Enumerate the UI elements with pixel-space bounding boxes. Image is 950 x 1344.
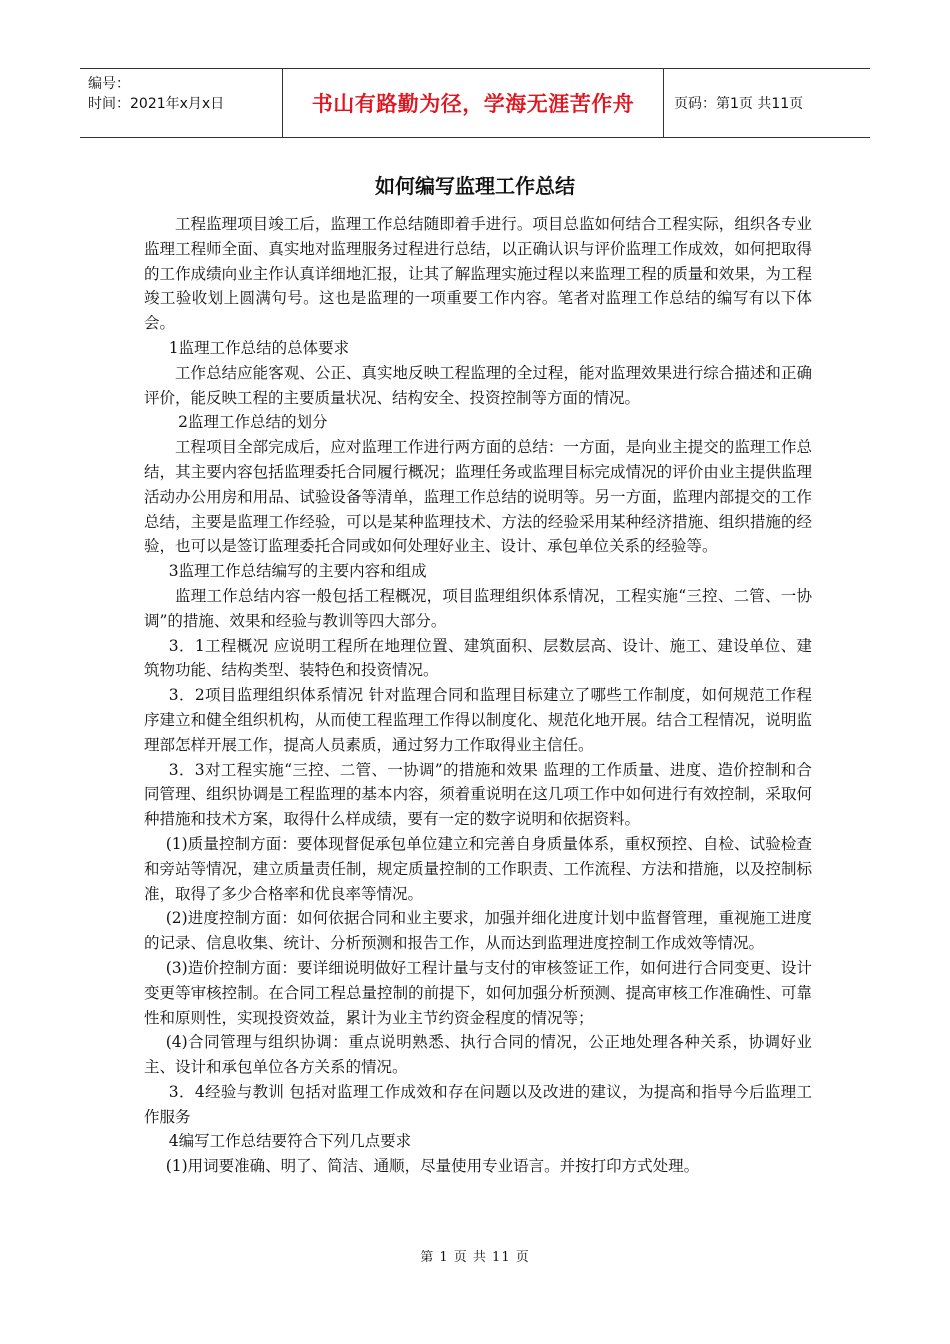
subsection-3-2: 3．2项目监理组织体系情况 针对监理合同和监理目标建立了哪些工作制度，如何规范工作程序建立和健全组织机构，从而使工程监理工作得以制度化、规范化地开展。结合工程情况，说明监理部怎样开展工作，提高人员素质，通过努力工作取得业主信任。 [144,686,812,754]
paragraph: 监理工作总结内容一般包括工程概况，项目监理组织体系情况，工程实施“三控、二管、一协调”的措施、效果和经验与教训等四大部分。 [144,586,812,630]
document-body [144,212,812,1179]
header-page-cell [664,69,870,137]
list-item-cost: (3)造价控制方面：要详细说明做好工程计量与支付的审核签证工作，如何进行合同变更、设计变更等审核控制。在合同工程总量控制的前提下，如何加强分析预测、提高审核工作准确性、可靠性和原则性，实现投资效益，累计为业主节约资金程度的情况等； [144,958,812,1027]
document-time-label: 时间：2021年x月x日 [88,96,225,112]
header-page-info: 页码：第1页 共11页 [674,96,804,112]
header-table [80,68,870,138]
paragraph-intro: 工程监理项目竣工后，监理工作总结随即着手进行。项目总监如何结合工程实际，组织各专业监理工程师全面、真实地对监理服务过程进行总结，以正确认识与评价监理工作成效，如何把取得的工作成绩向业主作认真详细地汇报，让其了解监理实施过程以来监理工程的质量和效果，为工程竣工验收划上圆满句号。这也是监理的一项重要工作内容。笔者对监理工作总结的编写有以下体会。 [144,215,812,333]
header-info-cell [80,69,282,137]
document-code-label: 编号： [88,76,130,92]
subsection-3-3: 3．3对工程实施“三控、二管、一协调”的措施和效果 监理的工作质量、进度、造价控制和合同管理、组织协调是工程监理的基本内容，须着重说明在这几项工作中如何进行有效控制，采取何种措施和技术方案，取得什么样成绩，要有一定的数字说明和依据资料。 [144,760,812,829]
section-heading-2: 2监理工作总结的划分 [178,413,328,432]
header-motto: 书山有路勤为径，学海无涯苦作舟 [311,92,635,116]
list-item-progress: (2)进度控制方面：如何依据合同和业主要求，加强并细化进度计划中监督管理，重视施工进度的记录、信息收集、统计、分析预测和报告工作，从而达到监理进度控制工作成效等情况。 [144,909,812,953]
page-footer: 第 1 页 共 11 页 [420,1250,530,1265]
subsection-3-4: 3．4经验与教训 包括对监理工作成效和存在问题以及改进的建议，为提高和指导今后监理工作服务 [144,1082,812,1126]
section-heading-3: 3监理工作总结编写的主要内容和组成 [168,562,427,581]
section-heading-4: 4编写工作总结要符合下列几点要求 [168,1132,412,1151]
list-item-wording: (1)用词要准确、明了、简洁、通顺，尽量使用专业语言。并按打印方式处理。 [165,1157,700,1176]
paragraph: 工程项目全部完成后，应对监理工作进行两方面的总结：一方面，是向业主提交的监理工作总结，其主要内容包括监理委托合同履行概况；监理任务或监理目标完成情况的评价由业主提供监理活动办公用房和用品、试验设备等清单，监理工作总结的说明等。另一方面，监理内部提交的工作总结，主要是监理工作经验，可以是某种监理技术、方法的经验采用某种经济措施、组织措施的经验，也可以是签订监理委托合同或如何处理好业主、设计、承包单位关系的经验等。 [144,438,812,556]
section-heading-1: 1监理工作总结的总体要求 [168,338,350,357]
list-item-quality: (1)质量控制方面：要体现督促承包单位建立和完善自身质量体系，重权预控、自检、试验检查和旁站等情况，建立质量责任制，规定质量控制的工作职责、工作流程、方法和措施，以及控制标准，取得了多少合格率和优良率等情况。 [144,834,812,903]
subsection-3-1: 3．1工程概况 应说明工程所在地理位置、建筑面积、层数层高、设计、施工、建设单位、建筑物功能、结构类型、装特色和投资情况。 [144,636,812,680]
list-item-contract: (4)合同管理与组织协调：重点说明熟悉、执行合同的情况，公正地处理各种关系，协调好业主、设计和承包单位各方关系的情况。 [144,1033,812,1077]
document-title: 如何编写监理工作总结 [375,174,575,198]
header-motto-cell [282,69,664,137]
paragraph: 工作总结应能客观、公正、真实地反映工程监理的全过程，能对监理效果进行综合描述和正确评价，能反映工程的主要质量状况、结构安全、投资控制等方面的情况。 [144,363,812,407]
